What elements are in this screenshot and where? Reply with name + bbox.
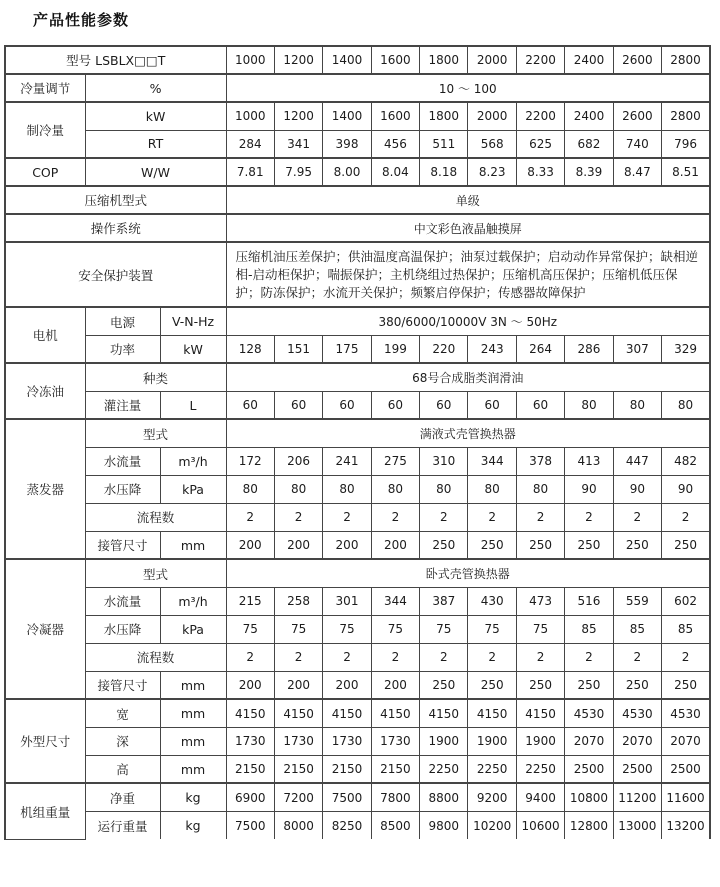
value-cell: 85 [662,615,710,643]
label-cell: mm [160,671,226,699]
value-cell: 258 [274,587,322,615]
value-cell: 2 [565,503,613,531]
value-cell: 2200 [516,46,564,74]
value-cell: 220 [420,335,468,363]
value-cell: 740 [613,130,661,158]
value-cell: 7500 [323,783,371,811]
label-cell: kW [85,102,226,130]
value-cell: 8000 [274,811,322,839]
table-row [5,214,710,242]
value-cell: 13000 [613,811,661,839]
value-cell: 243 [468,335,516,363]
value-cell: 75 [420,615,468,643]
value-cell: 344 [371,587,419,615]
label-cell: 流程数 [85,503,226,531]
label-cell: mm [160,755,226,783]
value-cell: 8.33 [516,158,564,186]
table-row [5,363,710,391]
value-cell: 250 [516,531,564,559]
label-cell: 接管尺寸 [85,531,160,559]
value-cell: 1800 [420,46,468,74]
value-cell: 1730 [371,727,419,755]
value-cell: 1730 [274,727,322,755]
value-cell: 250 [468,531,516,559]
value-cell: 80 [274,475,322,503]
table-row [5,242,710,307]
value-cell: 8.04 [371,158,419,186]
table-row [5,699,710,727]
table-row [5,643,710,671]
value-cell: 2600 [613,46,661,74]
value-cell: 2250 [420,755,468,783]
value-cell: 1730 [323,727,371,755]
value-cell: 60 [274,391,322,419]
table-row [5,531,710,559]
table-row [5,130,710,158]
value-cell: 4530 [565,699,613,727]
label-cell: 水压降 [85,615,160,643]
value-cell: 60 [420,391,468,419]
value-cell: 200 [323,671,371,699]
value-cell: 284 [226,130,274,158]
value-cell: 344 [468,447,516,475]
value-cell: 4150 [516,699,564,727]
value-cell: 2 [420,503,468,531]
label-cell: 接管尺寸 [85,671,160,699]
value-cell: 2070 [662,727,710,755]
value-cell: 516 [565,587,613,615]
value-cell: 4150 [226,699,274,727]
label-cell: m³/h [160,587,226,615]
value-cell: 250 [613,671,661,699]
table-row [5,158,710,186]
value-cell: 8800 [420,783,468,811]
value-cell: 128 [226,335,274,363]
value-cell: 10800 [565,783,613,811]
value-cell: 11200 [613,783,661,811]
value-cell: 4150 [323,699,371,727]
value-cell: 2 [420,643,468,671]
label-cell: 水流量 [85,587,160,615]
value-cell: 310 [420,447,468,475]
value-cell: 8250 [323,811,371,839]
value-cell: 2 [226,643,274,671]
value-cell: 8.23 [468,158,516,186]
value-cell: 413 [565,447,613,475]
value-cell: 1600 [371,46,419,74]
value-cell: 264 [516,335,564,363]
value-cell: 2 [468,503,516,531]
label-cell: kPa [160,475,226,503]
value-cell: 75 [226,615,274,643]
value-cell: 430 [468,587,516,615]
group-cell: 机组重量 [5,783,85,839]
value-cell: 80 [468,475,516,503]
value-cell: 10 ～ 100 [226,74,710,102]
value-cell: 1000 [226,46,274,74]
value-cell: 13200 [662,811,710,839]
label-cell: COP [5,158,85,186]
label-cell: 冷量调节 [5,74,85,102]
value-cell: 中文彩色液晶触摸屏 [226,214,710,242]
value-cell: 250 [662,531,710,559]
value-cell: 2800 [662,46,710,74]
label-cell: RT [85,130,226,158]
value-cell: 447 [613,447,661,475]
value-cell: 378 [516,447,564,475]
value-cell: 75 [516,615,564,643]
value-cell: 275 [371,447,419,475]
spec-table-body [5,46,710,839]
value-cell: 2 [662,503,710,531]
value-cell: 602 [662,587,710,615]
value-cell: 60 [468,391,516,419]
value-cell: 9200 [468,783,516,811]
table-row [5,755,710,783]
label-cell: 型式 [85,559,226,587]
label-cell: 净重 [85,783,160,811]
value-cell: 2 [613,643,661,671]
value-cell: 200 [274,671,322,699]
value-cell: 625 [516,130,564,158]
label-cell: 操作系统 [5,214,226,242]
label-cell: mm [160,531,226,559]
group-cell: 冷凝器 [5,559,85,699]
value-cell: 398 [323,130,371,158]
label-cell: 宽 [85,699,160,727]
value-cell: 8.18 [420,158,468,186]
label-cell: 深 [85,727,160,755]
value-cell: 8500 [371,811,419,839]
value-cell: 2200 [516,102,564,130]
value-cell: 341 [274,130,322,158]
value-cell: 2 [371,503,419,531]
group-cell: 冷冻油 [5,363,85,419]
label-cell: % [85,74,226,102]
value-cell: 80 [420,475,468,503]
value-cell: 11600 [662,783,710,811]
value-cell: 8.00 [323,158,371,186]
value-cell: 80 [662,391,710,419]
value-cell: 2 [274,503,322,531]
value-cell: 4530 [613,699,661,727]
value-cell: 80 [323,475,371,503]
value-cell: 250 [516,671,564,699]
value-cell: 200 [371,531,419,559]
value-cell: 2150 [323,755,371,783]
value-cell: 2150 [371,755,419,783]
value-cell: 60 [371,391,419,419]
value-cell: 75 [274,615,322,643]
value-cell: 241 [323,447,371,475]
value-cell: 250 [420,531,468,559]
spec-table [4,45,711,840]
value-cell: 2 [323,643,371,671]
value-cell: 250 [468,671,516,699]
value-cell: 7.81 [226,158,274,186]
value-cell: 200 [226,531,274,559]
value-cell: 286 [565,335,613,363]
page-title: 产品性能参数 [33,11,130,29]
value-cell: 90 [565,475,613,503]
label-cell: kW [160,335,226,363]
value-cell: 7200 [274,783,322,811]
value-cell: 200 [371,671,419,699]
value-cell: 2150 [226,755,274,783]
value-cell: 301 [323,587,371,615]
value-cell: 250 [662,671,710,699]
table-row [5,307,710,335]
label-cell: 安全保护装置 [5,242,226,307]
label-cell: 灌注量 [85,391,160,419]
label-cell: m³/h [160,447,226,475]
table-row [5,587,710,615]
value-cell: 1900 [468,727,516,755]
value-cell: 9800 [420,811,468,839]
label-cell: 运行重量 [85,811,160,839]
value-cell: 80 [565,391,613,419]
value-cell: 2 [516,503,564,531]
table-row [5,475,710,503]
table-row [5,727,710,755]
group-cell: 外型尺寸 [5,699,85,783]
value-cell: 80 [516,475,564,503]
value-cell: 80 [226,475,274,503]
value-cell: 85 [613,615,661,643]
value-cell: 2070 [613,727,661,755]
value-cell: 2500 [662,755,710,783]
value-cell: 2400 [565,46,613,74]
value-cell: 200 [226,671,274,699]
value-cell: 1900 [420,727,468,755]
table-row [5,391,710,419]
value-cell: 511 [420,130,468,158]
table-row [5,615,710,643]
table-row [5,447,710,475]
value-cell: 6900 [226,783,274,811]
label-cell: V-N-Hz [160,307,226,335]
label-cell: kg [160,783,226,811]
value-cell: 568 [468,130,516,158]
value-cell: 473 [516,587,564,615]
label-cell: mm [160,727,226,755]
value-cell: 9400 [516,783,564,811]
label-cell: 电源 [85,307,160,335]
table-row [5,74,710,102]
value-cell: 387 [420,587,468,615]
value-cell: 1200 [274,102,322,130]
value-cell: 2 [662,643,710,671]
table-row [5,419,710,447]
group-cell: 电机 [5,307,85,363]
label-cell: 水流量 [85,447,160,475]
value-cell: 329 [662,335,710,363]
value-cell: 2 [226,503,274,531]
value-cell: 206 [274,447,322,475]
value-cell: 60 [516,391,564,419]
label-cell: kg [160,811,226,839]
value-cell: 2 [516,643,564,671]
value-cell: 796 [662,130,710,158]
value-cell: 2500 [613,755,661,783]
value-cell: 2150 [274,755,322,783]
value-cell: 456 [371,130,419,158]
value-cell: 250 [613,531,661,559]
label-cell: 型号 LSBLX□□T [5,46,226,74]
table-row [5,559,710,587]
value-cell: 250 [420,671,468,699]
value-cell: 7500 [226,811,274,839]
label-cell: 种类 [85,363,226,391]
value-cell: 60 [226,391,274,419]
label-cell: L [160,391,226,419]
value-cell: 2000 [468,46,516,74]
value-cell: 2070 [565,727,613,755]
label-cell: 功率 [85,335,160,363]
value-cell: 单级 [226,186,710,214]
value-cell: 2000 [468,102,516,130]
table-row [5,503,710,531]
value-cell: 1900 [516,727,564,755]
value-cell: 75 [323,615,371,643]
value-cell: 85 [565,615,613,643]
value-cell: 4150 [371,699,419,727]
value-cell: 10200 [468,811,516,839]
value-cell: 175 [323,335,371,363]
table-row [5,811,710,839]
value-cell: 250 [565,531,613,559]
value-cell: 90 [662,475,710,503]
label-cell: 型式 [85,419,226,447]
group-cell: 制冷量 [5,102,85,158]
value-cell: 2 [371,643,419,671]
value-cell: 7.95 [274,158,322,186]
value-cell: 2400 [565,102,613,130]
table-row [5,102,710,130]
text-cell: 压缩机油压差保护；供油温度高温保护；油泵过载保护；启动动作异常保护；缺相逆相-启动柜保护；喘振保护；主机绕组过热保护；压缩机高压保护；压缩机低压保护；防冻保护；水流开关保护；频繁启停保护；传感器故障保护 [226,242,710,307]
value-cell: 1400 [323,46,371,74]
value-cell: 2 [565,643,613,671]
value-cell: 8.39 [565,158,613,186]
value-cell: 68号合成脂类润滑油 [226,363,710,391]
table-row [5,335,710,363]
table-row [5,783,710,811]
value-cell: 250 [565,671,613,699]
value-cell: 4150 [420,699,468,727]
value-cell: 2800 [662,102,710,130]
label-cell: 水压降 [85,475,160,503]
value-cell: 682 [565,130,613,158]
value-cell: 2 [274,643,322,671]
value-cell: 1730 [226,727,274,755]
table-row [5,46,710,74]
value-cell: 2500 [565,755,613,783]
value-cell: 151 [274,335,322,363]
label-cell: 压缩机型式 [5,186,226,214]
group-cell: 蒸发器 [5,419,85,559]
label-cell: 流程数 [85,643,226,671]
value-cell: 380/6000/10000V 3N ～ 50Hz [226,307,710,335]
value-cell: 满液式壳管换热器 [226,419,710,447]
label-cell: kPa [160,615,226,643]
value-cell: 2250 [516,755,564,783]
value-cell: 7800 [371,783,419,811]
value-cell: 80 [371,475,419,503]
value-cell: 215 [226,587,274,615]
value-cell: 1400 [323,102,371,130]
label-cell: mm [160,699,226,727]
table-row [5,186,710,214]
value-cell: 90 [613,475,661,503]
value-cell: 10600 [516,811,564,839]
value-cell: 12800 [565,811,613,839]
label-cell: 高 [85,755,160,783]
value-cell: 172 [226,447,274,475]
value-cell: 1200 [274,46,322,74]
table-row [5,671,710,699]
value-cell: 1800 [420,102,468,130]
value-cell: 200 [274,531,322,559]
value-cell: 1600 [371,102,419,130]
value-cell: 8.47 [613,158,661,186]
value-cell: 1000 [226,102,274,130]
value-cell: 2 [468,643,516,671]
value-cell: 4150 [468,699,516,727]
value-cell: 2 [323,503,371,531]
value-cell: 2600 [613,102,661,130]
value-cell: 60 [323,391,371,419]
value-cell: 75 [468,615,516,643]
value-cell: 75 [371,615,419,643]
value-cell: 200 [323,531,371,559]
label-cell: W/W [85,158,226,186]
value-cell: 4150 [274,699,322,727]
value-cell: 2250 [468,755,516,783]
value-cell: 559 [613,587,661,615]
value-cell: 4530 [662,699,710,727]
value-cell: 307 [613,335,661,363]
value-cell: 80 [613,391,661,419]
value-cell: 199 [371,335,419,363]
value-cell: 8.51 [662,158,710,186]
value-cell: 卧式壳管换热器 [226,559,710,587]
value-cell: 482 [662,447,710,475]
value-cell: 2 [613,503,661,531]
